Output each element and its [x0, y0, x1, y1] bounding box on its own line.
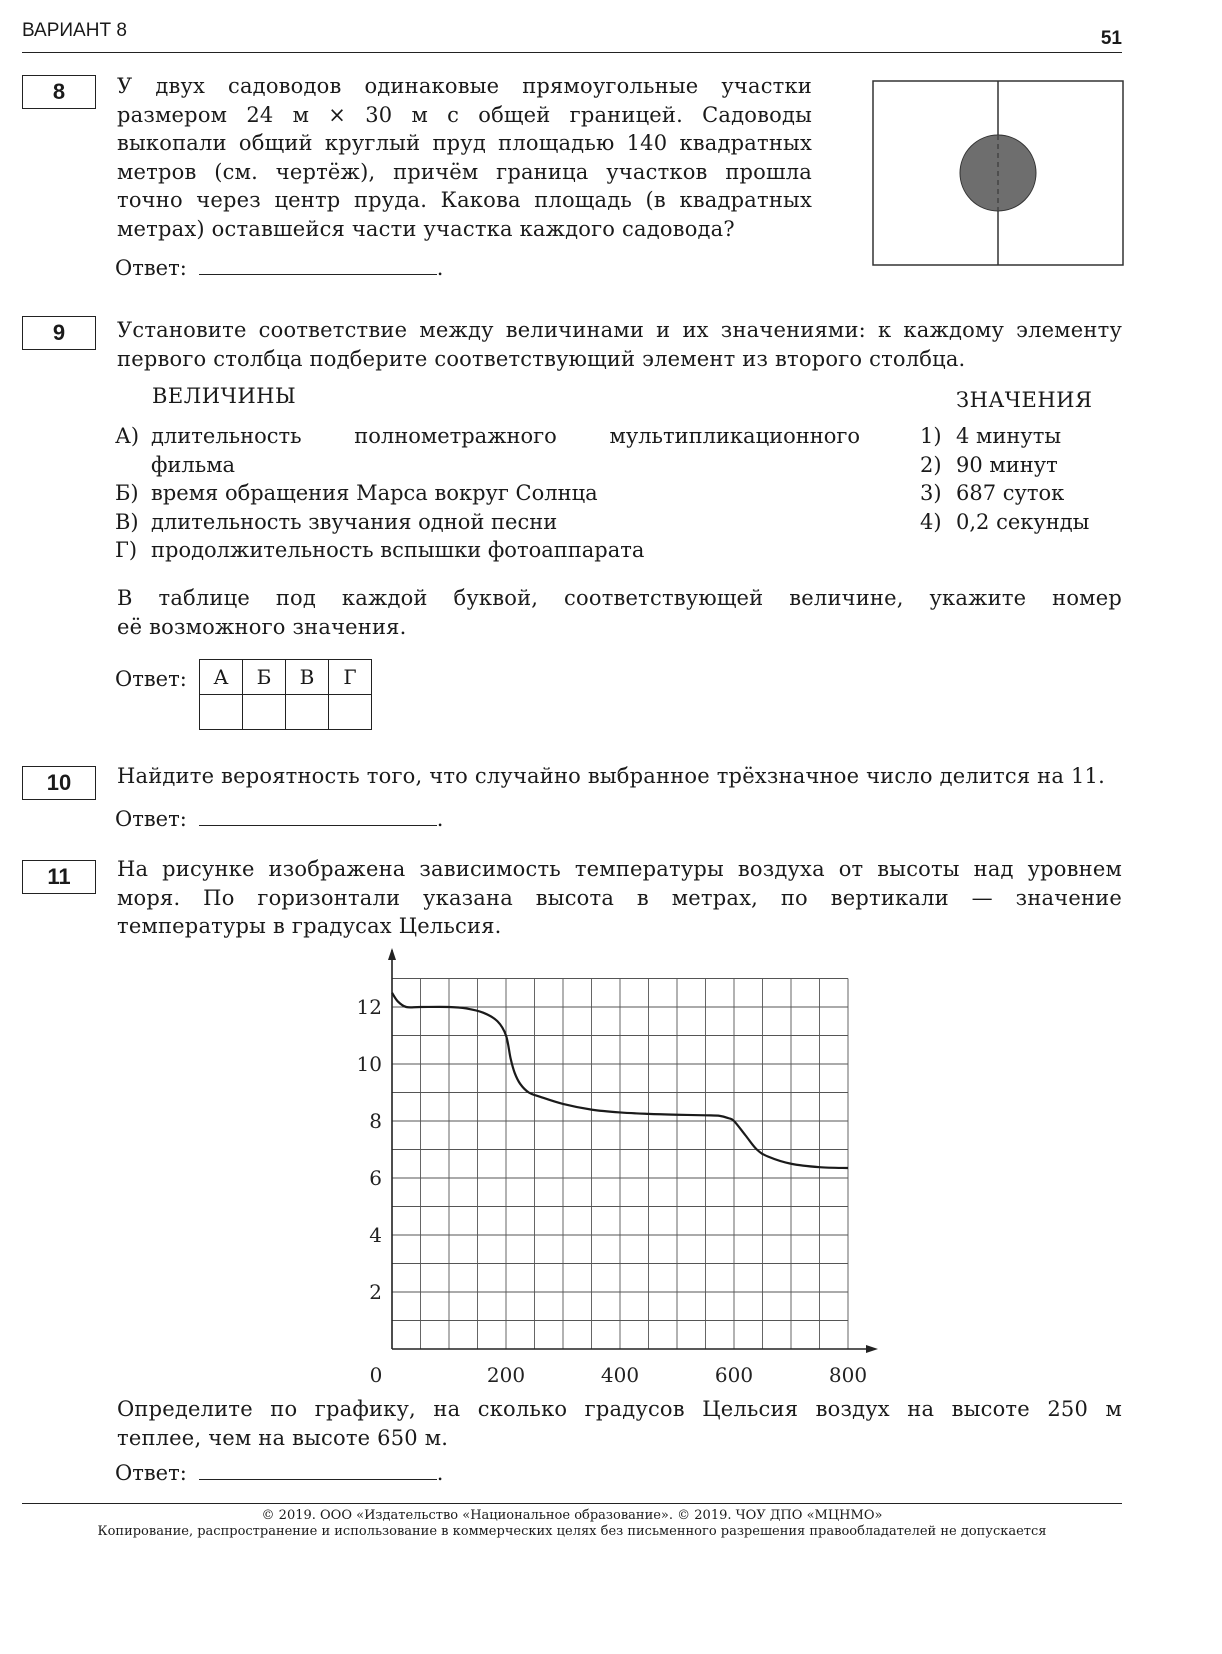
values-header: ЗНАЧЕНИЯ [956, 388, 1093, 412]
temperature-chart [300, 940, 900, 1390]
y-tick-label: 8 [369, 1109, 382, 1133]
task9-instruction [117, 584, 1122, 641]
task8-line: У двух садоводов одинаковые прямоугольные участки [117, 74, 812, 98]
task8-line: точно через центр пруда. Какова площадь (в квадратных [117, 188, 812, 212]
quantity-item [115, 536, 860, 565]
task11-question [117, 1395, 1122, 1452]
task8-line: размером 24 м × 30 м с общей границей. Садоводы [117, 102, 812, 127]
value-text: 4 минуты [956, 424, 1062, 448]
answer-line[interactable] [199, 254, 437, 275]
pond-drawing [872, 80, 1126, 267]
task11-intro-line: моря. По горизонтали указана высота в метрах, по вертикали — значение [117, 885, 1122, 910]
footer-notice: Копирование, распространение и использование в коммерческих целях без письменного разрешения правообладателей не допускается [97, 1524, 1047, 1539]
quantity-label: Б) [115, 481, 139, 505]
y-tick-label: 6 [369, 1166, 382, 1190]
task11-answer [115, 1459, 443, 1485]
value-text: 687 суток [956, 481, 1065, 505]
table-letter: Г [329, 660, 372, 695]
answer-period: . [436, 256, 444, 280]
task8-answer [115, 254, 443, 280]
task10-answer [115, 805, 443, 831]
value-label: 2) [920, 452, 942, 477]
task8-line: метров (см. чертёж), причём граница участков прошла [117, 159, 812, 184]
task-number-8: 8 [22, 75, 96, 109]
y-tick-label: 4 [369, 1223, 382, 1247]
task9-instruction-line: её возможного значения. [117, 614, 407, 639]
y-axis-arrow [388, 948, 396, 960]
value-item [920, 479, 1120, 508]
task11-intro-line: На рисунке изображена зависимость температуры воздуха от высоты над уровнем [117, 857, 1122, 881]
quantity-item [115, 479, 860, 508]
task-number-9: 9 [22, 316, 96, 350]
footer-rule [22, 1503, 1122, 1504]
table-letter: В [286, 660, 329, 695]
answer-period: . [436, 1461, 444, 1485]
task11-question-line: Определите по графику, на сколько градусов Цельсия воздух на высоте 250 м [117, 1397, 1122, 1421]
task9-instruction-line: В таблице под каждой буквой, соответствующей величине, укажите номер [117, 586, 1122, 610]
quantity-label: Г) [115, 538, 138, 562]
quantity-label: А) [115, 424, 140, 448]
value-text: 0,2 секунды [956, 509, 1090, 534]
value-item [920, 508, 1120, 537]
task11-intro [117, 855, 1122, 941]
answer-cell-v[interactable] [286, 695, 329, 730]
quantity-label: В) [115, 509, 139, 534]
answer-label: Ответ: [115, 807, 187, 831]
table-letter: А [200, 660, 243, 695]
page-number: 51 [1100, 28, 1122, 49]
answer-label: Ответ: [115, 256, 187, 280]
x-tick-label: 0 [369, 1363, 383, 1387]
y-tick-label: 2 [369, 1280, 382, 1304]
footer-copyright: © 2019. ООО «Издательство «Национальное образование». © 2019. ЧОУ ДПО «МЦНМО» [261, 1508, 883, 1523]
value-text: 90 минут [956, 452, 1058, 477]
x-axis-arrow [866, 1345, 878, 1353]
quantity-item [115, 508, 860, 537]
x-tick-label: 400 [600, 1363, 640, 1387]
answer-cell-a[interactable] [200, 695, 243, 730]
value-item [920, 422, 1120, 451]
answer-cell-g[interactable] [329, 695, 372, 730]
value-item [920, 451, 1120, 480]
task9-intro-line: Установите соответствие между величинами и их значениями: к каждому элементу [117, 318, 1122, 342]
answer-label: Ответ: [115, 1461, 187, 1485]
value-label: 4) [920, 509, 942, 534]
task9-answer-table [199, 659, 372, 730]
answer-line[interactable] [199, 805, 437, 826]
answer-line[interactable] [199, 1459, 437, 1480]
quantity-text: длительность звучания одной песни [151, 509, 558, 534]
y-tick-label: 10 [356, 1052, 382, 1076]
task-number-11: 11 [22, 860, 96, 894]
x-tick-label: 600 [714, 1363, 754, 1387]
quantity-text: длительность полнометражного мультипликационного [151, 424, 860, 448]
variant-title: ВАРИАНТ 8 [22, 20, 127, 41]
task8-line: выкопали общий круглый пруд площадью 140 квадратных [117, 131, 812, 155]
task10-text: Найдите вероятность того, что случайно выбранное трёхзначное число делится на 11. [117, 764, 1105, 788]
answer-cell-b[interactable] [243, 695, 286, 730]
task8-line: метрах) оставшейся части участка каждого садовода? [117, 216, 735, 241]
quantity-text: время обращения Марса вокруг Солнца [151, 481, 598, 505]
task9-answer-label: Ответ: [115, 667, 187, 691]
quantity-item [115, 422, 860, 451]
task9-intro-line: первого столбца подберите соответствующий элемент из второго столбца. [117, 346, 966, 371]
x-tick-label: 200 [486, 1363, 526, 1387]
quantity-text-cont: фильма [151, 452, 236, 477]
quantity-text: продолжительность вспышки фотоаппарата [151, 538, 645, 562]
quantities-list [115, 422, 860, 565]
values-list [920, 422, 1120, 536]
y-tick-label: 12 [356, 995, 382, 1019]
value-label: 1) [920, 424, 942, 448]
task11-intro-line: температуры в градусах Цельсия. [117, 914, 502, 938]
task8-text [117, 72, 812, 243]
task9-intro [117, 316, 1122, 373]
table-letter: Б [243, 660, 286, 695]
answer-period: . [436, 807, 444, 831]
task11-question-line: теплее, чем на высоте 650 м. [117, 1425, 449, 1450]
value-label: 3) [920, 481, 942, 505]
x-tick-label: 800 [828, 1363, 868, 1387]
quantities-header: ВЕЛИЧИНЫ [152, 384, 297, 408]
header-rule [22, 52, 1122, 53]
task-number-10: 10 [22, 766, 96, 800]
